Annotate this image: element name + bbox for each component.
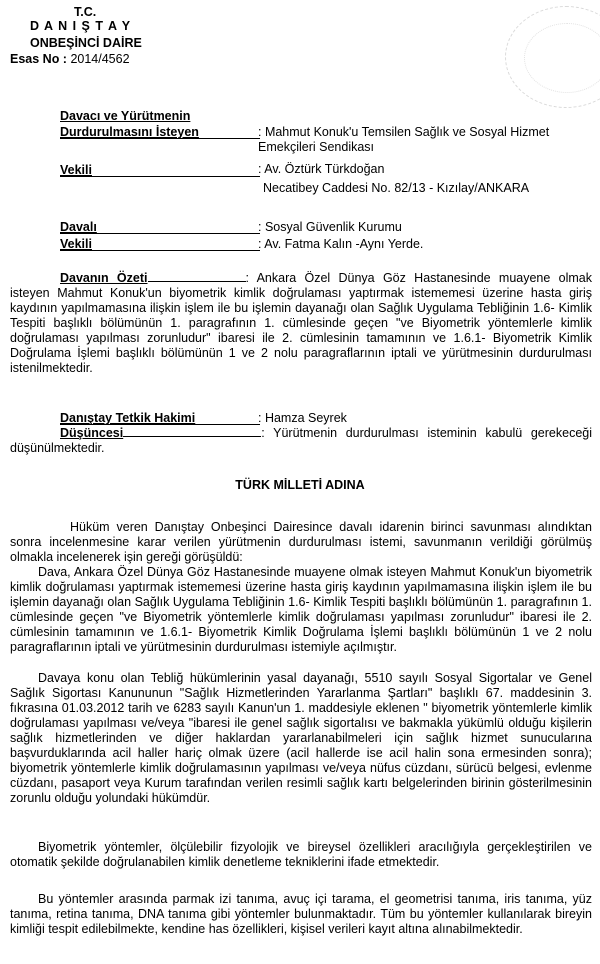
decision-heading: TÜRK MİLLETİ ADINA (235, 478, 365, 492)
davaci-underline (60, 138, 260, 139)
body-paragraph-2: Dava, Ankara Özel Dünya Göz Hastanesinde muayene olmak isteyen Mahmut Konuk'un biyometrik kimlik doğrulaması yaptırmak istememesi üzerine hasta giriş kaydının yapılmamasına ilişkin işlem ile bu işlemin dayanağı olan Sağlık Uygulama Tebliğinin 1.6- Kimlik Tespiti başlıklı bölümünün 1. paragrafının 1. cümlesinde geçen "ve Biyometrik yöntemlerle kimlik doğrulaması yapılması zorunludur" ibaresi ile 2. cümlesinin tamamının ve 1.6.1- Biyometrik Kimlik Doğrulama İşlemi başlıklı bölümünün 1 ve 2 nolu paragraflarının iptali ve yürütmesinin durdurulması istemiyle açılmıştır. (10, 565, 592, 654)
judge-label: Danıştay Tetkik Hakimi (60, 411, 196, 425)
davaci-value: : Mahmut Konuk'u Temsilen Sağlık ve Sosyal Hizmet Emekçileri Sendikası (258, 125, 550, 154)
davaci-label-2: Durdurulmasını İsteyen (60, 125, 199, 139)
body-paragraph-4: Biyometrik yöntemler, ölçülebilir fizyolojik ve bireysel özellikleri aracılığıyla gerçekleştirilen ve otomatik şekilde doğrulanabilen kimlik denetleme tekniklerini ifade etmektedir. (10, 840, 592, 869)
davali-value: : Sosyal Güvenlik Kurumu (258, 220, 402, 234)
opinion-value: : Yürütmenin durdurulması isteminin kabulü gerekeceği düşünülmektedir. (10, 426, 592, 455)
summary-label: Davanın Özeti (60, 271, 148, 285)
vekil1-address: Necatibey Caddesi No. 82/13 - Kızılay/ANKARA (263, 181, 530, 195)
official-stamp (505, 6, 600, 108)
header-court: D A N I Ş T A Y (30, 19, 132, 33)
davaci-label-1: Davacı ve Yürütmenin (60, 109, 191, 123)
vekil1-label: Vekili (60, 163, 92, 177)
judge-value: : Hamza Seyrek (258, 411, 347, 425)
header-tc: T.C. (74, 5, 97, 19)
summary-text: : Ankara Özel Dünya Göz Hastanesinde muayene olmak isteyen Mahmut Konuk'un biyometrik kimlik doğrulaması yaptırmak istememesi üzerine hasta giriş kaydının yapılmamasına ilişkin işlem ile bu işlemin dayanağı olan Sağlık Uygulama Tebliğinin 1.6- Kimlik Tespiti başlıklı bölümünün 1. paragrafının 1. cümlesinde geçen "ve Biyometrik yöntemlerle kimlik doğrulaması yapılması zorunludur" ibaresi ile 2. cümlesinin tamamının ve 1.6.1- Biyometrik Kimlik Doğrulama İşlemi başlıklı bölümünün 1 ve 2 nolu paragraflarının iptali ve yürütmesinin durdurulması istenilmektedir. (10, 271, 592, 375)
davali-underline (60, 233, 260, 234)
judge-underline (60, 424, 260, 425)
body-paragraph-1: Hüküm veren Danıştay Onbeşinci Dairesince davalı idarenin birinci savunması alındıktan sonra incelenmesine karar verilen yürütmenin durdurulması istemi, savunmanın verildiği görülmüş olmakla incelenerek işin gereği görüşüldü: (10, 520, 592, 564)
opinion-label: Düşüncesi (60, 426, 124, 440)
vekil2-value: : Av. Fatma Kalın -Aynı Yerde. (258, 237, 424, 251)
summary-paragraph (10, 271, 592, 376)
opinion-paragraph (10, 426, 592, 456)
header-chamber: ONBEŞİNCİ DAİRE (30, 36, 142, 50)
davali-label: Davalı (60, 220, 97, 234)
vekil2-label: Vekili (60, 237, 92, 251)
vekil1-value: : Av. Öztürk Türkdoğan (258, 162, 385, 176)
body-paragraph-3: Davaya konu olan Tebliğ hükümlerinin yasal dayanağı, 5510 sayılı Sosyal Sigortalar ve Genel Sağlık Sigortası Kanununun "Sağlık Hizmetlerinden Yararlanma Şartları" başlıklı 67. maddesinin 3. fıkrasına 01.03.2012 tarih ve 6283 sayılı Kanun'un 1. maddesiyle eklenen " biyometrik yöntemlerle kimlik doğrulaması yapılması ve/veya "ibaresi ile genel sağlık sigortalısı ve bakmakla yükümlü olduğu kişilerin sağlık hizmetlerinden ve diğer haklardan yararlanabilmeleri için sağlık hizmet sunucularına başvurduklarında acil haller hariç olmak üzere (acil hallerde ise acil halin sona ermesinden sonra); biyometrik yöntemlerle kimlik doğrulamasının yapılması ve/veya nüfus cüzdanı, sürücü belgesi, evlenme cüzdanı, pasaport veya Kurum tarafından verilen resimli sağlık kartı belgelerinden birinin gösterilmesinin zorunlu olduğu yolundaki hükümdür. (10, 671, 592, 805)
vekil1-underline (60, 176, 260, 177)
opinion-underline (123, 435, 261, 437)
summary-underline (148, 280, 246, 282)
esas-value: 2014/4562 (70, 52, 130, 66)
esas-label: Esas No : (10, 52, 67, 66)
header-esas (10, 52, 130, 67)
body-paragraph-5: Bu yöntemler arasında parmak izi tanıma, avuç içi tarama, el geometrisi tanıma, iris tanıma, yüz tanıma, retina tanıma, DNA tanıma gibi yöntemler bulunmaktadır. Tüm bu yöntemler kullanılarak bireyin kimliği tespit edilebilmekte, kendine has özellikleri, kişisel verileri kayıt altına alınabilmektedir. (10, 892, 592, 936)
vekil2-underline (60, 250, 260, 251)
